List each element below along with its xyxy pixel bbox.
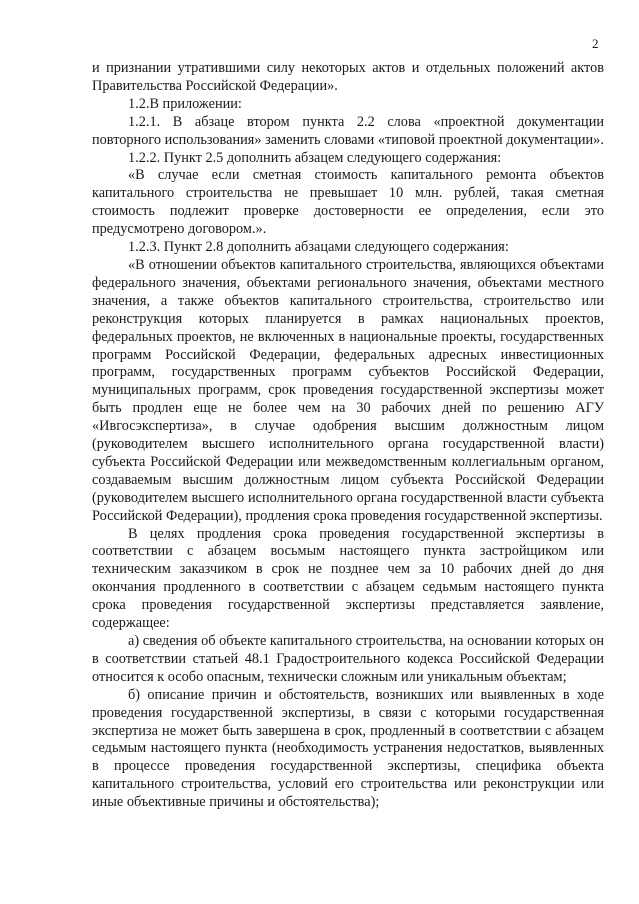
page-number: 2	[592, 36, 599, 51]
paragraph-subitem-b: б) описание причин и обстоятельств, возникших или выявленных в ходе проведения государственной экспертизы, в связи с которыми государственная экспертиза не может быть завершена в срок, продленный в соответствии с абзацем седьмым настоящего пункта (необходимость устранения недостатков, выявленных в процессе проведения государственной экспертизы, специфика объекта капитального строительства, условий его строительства или реконструкции или иные объективные причины и обстоятельства);	[92, 686, 604, 811]
paragraph-item-1-2-3: 1.2.3. Пункт 2.8 дополнить абзацами следующего содержания:	[128, 239, 509, 256]
paragraph-continuation: и признании утратившими силу некоторых актов и отдельных положений актов Правительства Российской Федерации».	[92, 60, 604, 94]
paragraph-quote-2-8: «В отношении объектов капитального строительства, являющихся объектами федерального значения, объектами регионального значения, объектами местного значения, а также объектов капитального строительства, строительство или реконструкция которых планируется в рамках национальных проектов, федеральных проектов, не включенных в национальные проекты, государственных программ Российской Федерации, федеральных адресных инвестиционных программ, государственных программ субъектов Российской Федерации, муниципальных программ, срок проведения государственной экспертизы может быть продлен еще не более чем на 30 рабочих дней по решению АГУ «Ивгосэкспертиза», в случае одобрения высшим должностным лицом (руководителем высшего исполнительного органа государственной власти) субъекта Российской Федерации или межведомственным коллегиальным органом, создаваемым высшим должностным лицом субъекта Российской Федерации (руководителем высшего исполнительного органа государственной власти субъекта Российской Федерации), продления срока проведения государственной экспертизы.	[92, 256, 604, 524]
paragraph-item-1-2-1: 1.2.1. В абзаце втором пункта 2.2 слова «проектной документации повторного использования» заменить словами «типовой проектной документации».	[92, 113, 604, 148]
paragraph-section-heading: 1.2.В приложении:	[128, 95, 242, 112]
document-body	[92, 60, 604, 812]
paragraph-subitem-a: а) сведения об объекте капитального строительства, на основании которых он в соответствии статьей 48.1 Градостроительного кодекса Российской Федерации относится к особо опасным, технически сложным или уникальным объектам;	[92, 633, 604, 685]
paragraph-item-1-2-2: 1.2.2. Пункт 2.5 дополнить абзацем следующего содержания:	[128, 149, 502, 166]
paragraph-extension-request: В целях продления срока проведения государственной экспертизы в соответствии с абзацем восьмым настоящего пункта застройщиком или техническим заказчиком в срок не позднее чем за 10 рабочих дней до дня окончания продленного в соответствии с абзацем седьмым настоящего пункта срока проведения государственной экспертизы представляется заявление, содержащее:	[92, 525, 604, 632]
paragraph-quote-2-5: «В случае если сметная стоимость капитального ремонта объектов капитального строительства не превышает 10 млн. рублей, такая сметная стоимость подлежит проверке достоверности ее определения, если это предусмотрено договором.».	[92, 167, 604, 238]
